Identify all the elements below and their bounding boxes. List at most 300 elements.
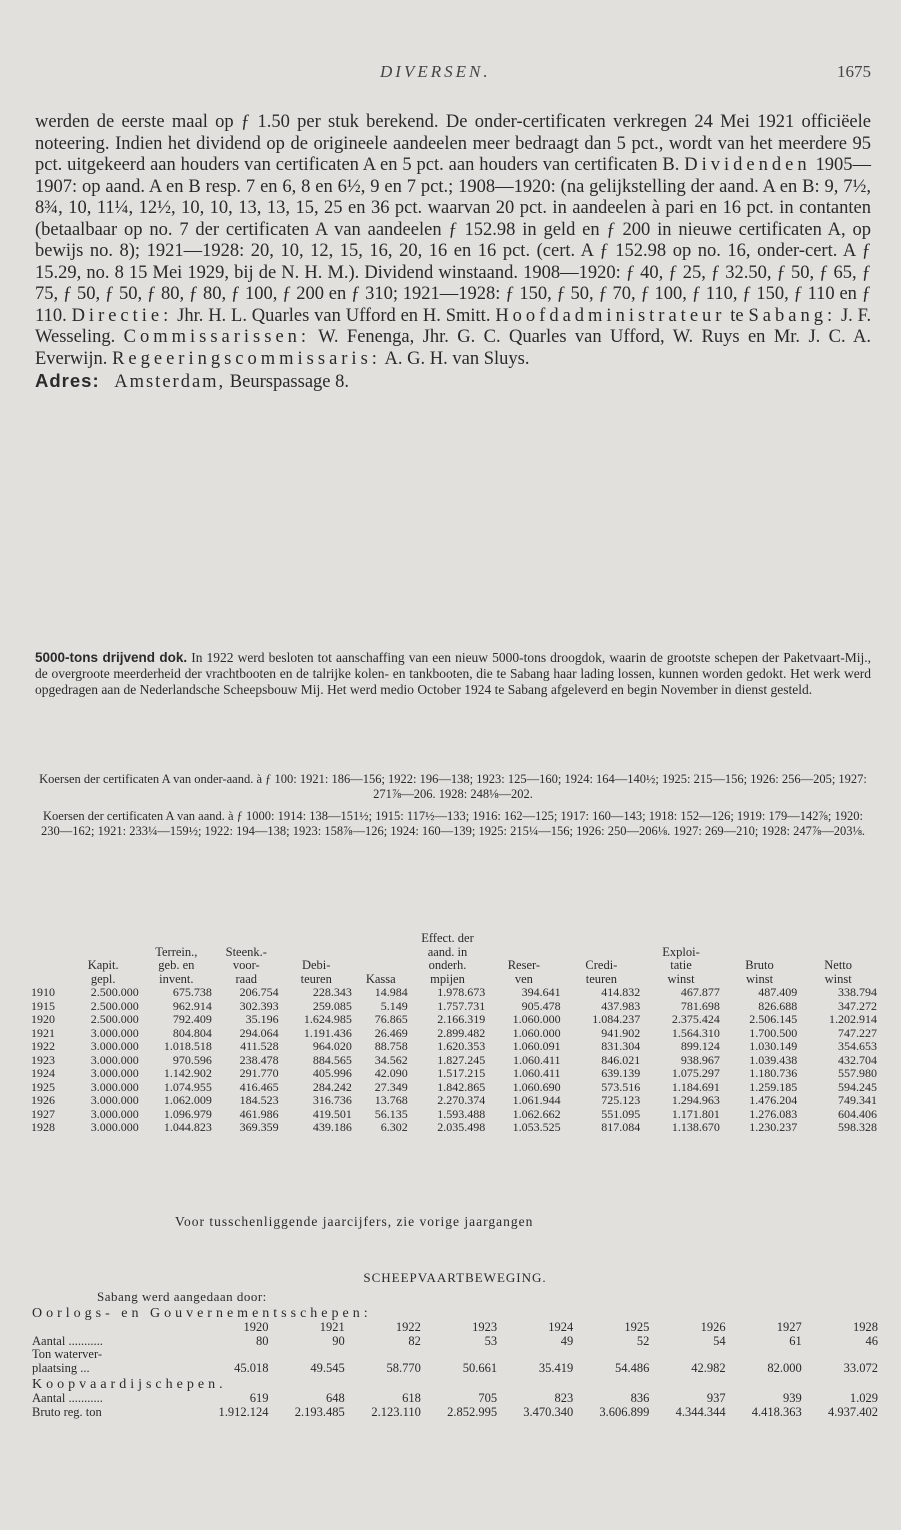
value-cell: 846.021 [601,1052,641,1067]
value-cell: 1.294.963 [671,1093,720,1107]
financial-header-cell [486,946,561,960]
value-cell: 941.902 [601,1025,641,1040]
table-row [30,1108,878,1122]
dividend-policy-text: werden de eerste maal op ƒ 1.50 per stuk berekend. De onder-certificaten verkregen 24 Mei 1921 officiëele noteering. Indien het dividend op de origineele aandeelen meer bedraagt dan 5 pct., wordt van het meerdere 95 pct. uitgekeerd aan houders van certificaten A en 5 pct. aan houders van certificaten B. [35,112,871,175]
row-label [32,1392,192,1406]
company-description [35,112,871,394]
financial-header-cell: Reser- [507,958,541,972]
value-cell: 82 [408,1333,421,1348]
value-cell: 1.593.488 [437,1106,486,1121]
value-cell: 781.698 [680,998,720,1013]
value-cell: 3.000.000 [90,1079,139,1094]
address-street: Beurspassage 8. [229,372,349,392]
financial-header-cell: Exploi- [662,944,700,959]
value-cell: 2.899.482 [437,1025,486,1040]
year-cell: 1928 [31,1120,55,1134]
value-cell: 1.620.353 [437,1039,486,1053]
value-cell: 42.982 [691,1360,726,1375]
value-cell: 551.095 [601,1106,641,1121]
financial-header-cell [30,932,67,946]
value-cell: 14.984 [374,985,408,999]
value-cell: 56.135 [374,1106,408,1121]
table-row [30,1081,878,1095]
financial-header-cell [562,932,642,946]
financial-header-cell: geb. en [158,958,195,972]
value-cell: 2.123.110 [371,1404,421,1419]
table-row [30,986,878,1000]
table-row [32,1362,878,1376]
value-cell: 884.565 [312,1052,352,1067]
address-city: Amsterdam, [114,372,226,392]
year-cell: 1926 [31,1093,55,1107]
value-cell: 2.270.374 [437,1093,486,1107]
value-cell: 1.060.411 [513,1052,561,1067]
financial-table [30,932,878,1135]
value-cell: 618 [402,1391,421,1405]
value-cell: 831.304 [601,1039,641,1053]
value-cell: 604.406 [838,1106,877,1121]
shipping-section [32,1270,878,1419]
table-row [30,1054,878,1068]
year-cell: 1927 [31,1106,55,1121]
value-cell [269,1348,345,1362]
financial-header-cell: aand. in [427,944,468,959]
value-cell: 937 [706,1391,726,1405]
year-header-cell: 1926 [700,1320,726,1334]
value-cell: 1.180.736 [749,1066,798,1080]
value-cell: 804.804 [172,1025,212,1040]
financial-header-cell [353,932,409,946]
financial-header-cell: Bruto [745,958,774,972]
value-cell: 2.166.319 [437,1012,486,1026]
year-cell: 1922 [31,1039,55,1053]
value-cell: 1.060.000 [512,1012,561,1026]
value-cell: 411.528 [240,1039,279,1053]
financial-header-cell: Debi- [301,958,331,972]
value-cell: 1.912.124 [218,1404,269,1419]
value-cell: 487.409 [758,985,798,999]
value-cell [649,1348,725,1362]
value-cell: 749.341 [838,1093,877,1107]
row-label-text: Bruto reg. ton [32,1404,102,1419]
value-cell: 58.770 [386,1360,421,1375]
value-cell: 354.653 [838,1039,877,1053]
financial-header-cell [641,932,721,946]
financial-header-cell: Effect. der [421,931,474,945]
value-cell: 46 [865,1333,878,1348]
value-cell: 598.328 [838,1120,877,1134]
directie-label: Directie: [71,305,173,326]
financial-header-cell [213,932,280,946]
hoofdadministrateur-te: te [730,305,744,326]
year-cell: 1920 [31,1012,55,1026]
value-cell: 432.704 [838,1052,877,1067]
financial-header-cell: teuren [300,971,332,986]
financial-header-row [30,973,878,987]
value-cell: 3.606.899 [599,1404,650,1419]
value-cell: 414.832 [601,985,641,999]
value-cell: 1.624.985 [303,1012,352,1026]
address-line [35,370,871,394]
year-header-cell: 1927 [776,1320,802,1334]
value-cell: 338.794 [838,985,877,999]
value-cell: 467.877 [680,985,720,999]
value-cell: 206.754 [239,985,279,999]
value-cell: 2.852.995 [447,1404,498,1419]
value-cell: 1.259.185 [749,1079,798,1094]
sabang-label: Sabang: [748,305,837,326]
financial-table-wrapper [30,932,878,1135]
value-cell: 54 [713,1333,726,1348]
value-cell: 1.827.245 [437,1052,486,1067]
value-cell: 725.123 [601,1093,641,1107]
navy-ships-heading: Oorlogs- en Gouvernementsschepen: [32,1306,372,1321]
year-cell: 1923 [31,1052,55,1067]
financial-header-cell: gepl. [90,971,116,986]
year-header-cell: 1925 [624,1320,650,1334]
value-cell: 939 [783,1391,802,1405]
financial-header-cell [280,946,353,960]
page-number: 1675 [837,62,871,81]
hoofdadministrateur-label: Hoofdadministrateur [495,305,726,326]
year-header-cell: 1922 [395,1320,421,1334]
row-label [32,1348,192,1362]
value-cell: 1.517.215 [437,1066,486,1080]
value-cell: 2.500.000 [90,985,139,999]
commissarissen-text: W. Fenenga, Jhr. G. C. Quarles van Ufford, W. Ruys en Mr. J. C. A. Everwijn. [35,327,872,369]
merchant-ships-body [32,1392,878,1419]
financial-header-cell: Kassa [365,971,396,986]
directie-text: Jhr. H. L. Quarles van Ufford en H. Smitt. [177,305,491,326]
value-cell [802,1348,878,1362]
value-cell: 1.060.000 [512,1025,561,1040]
value-cell: 1.060.411 [513,1066,561,1080]
table-row [32,1392,878,1406]
financial-header-cell: ven [514,971,533,986]
year-cell: 1925 [31,1079,55,1094]
row-label-text: Aantal [32,1333,66,1348]
value-cell: 1.476.204 [749,1093,798,1107]
value-cell: 1.757.731 [437,998,486,1013]
financial-header-cell: winst [746,971,774,986]
financial-header-cell [562,946,642,960]
regeeringscommissaris-text: A. G. H. van Sluys. [384,348,530,369]
value-cell: 1.075.297 [671,1066,720,1080]
value-cell: 899.124 [680,1039,720,1053]
shipping-intro: Sabang werd aangedaan door: [97,1289,267,1304]
value-cell: 54.486 [615,1360,650,1375]
drydock-paragraph [35,650,871,698]
year-header-cell: 1921 [319,1320,345,1334]
value-cell: 302.393 [239,998,279,1013]
financial-header-row [30,946,878,960]
value-cell: 35.196 [245,1012,279,1026]
row-label-text: Ton waterver- [32,1347,103,1361]
value-cell: 826.688 [758,998,798,1013]
table-row [32,1406,878,1420]
shipping-title: SCHEEPVAARTBEWEGING. [363,1270,547,1285]
value-cell: 347.272 [838,998,877,1013]
value-cell: 13.768 [374,1093,408,1107]
value-cell: 1.564.310 [671,1025,720,1040]
value-cell: 1.030.149 [749,1039,798,1053]
year-header-cell: 1924 [548,1320,574,1334]
financial-header-cell [280,932,353,946]
value-cell: 1.060.091 [512,1039,561,1053]
value-cell: 5.149 [380,998,408,1013]
value-cell: 1.184.691 [671,1079,720,1094]
value-cell: 1.842.865 [437,1079,486,1094]
value-cell: 573.516 [601,1079,641,1094]
value-cell: 2.500.000 [90,1012,139,1026]
value-cell: 50.661 [462,1360,498,1375]
prices-onder-aandeelen: Koersen der certificaten A van onder-aand. à ƒ 100: 1921: 186—156; 1922: 196—138; 1923: 125—160; 1924: 164—140½; 1925: 215—156; 1926: 256—205; 1927: 271⅞—206. 1928: 248⅛—202. [39,772,867,801]
value-cell: 557.980 [838,1066,877,1080]
value-cell: 817.084 [601,1120,641,1134]
value-cell: 1.138.670 [671,1120,720,1134]
value-cell [345,1348,421,1362]
financial-header-cell [30,946,67,960]
row-label-leader: ........... [65,1391,103,1405]
value-cell: 80 [256,1333,269,1348]
value-cell: 4.418.363 [751,1404,802,1419]
financial-header-cell [30,959,67,973]
year-cell: 1910 [31,985,55,999]
value-cell: 3.000.000 [90,1093,139,1107]
table-row [32,1348,878,1362]
value-cell: 49 [560,1333,574,1348]
year-header-row [32,1321,878,1335]
value-cell: 792.409 [172,1012,212,1026]
value-cell: 1.062.009 [163,1093,212,1107]
value-cell: 964.020 [312,1039,352,1053]
financial-header-cell [353,959,409,973]
financial-header-cell: voor- [232,958,260,972]
value-cell: 316.736 [312,1093,352,1107]
value-cell: 291.770 [239,1066,279,1080]
value-cell: 2.035.498 [437,1120,486,1134]
value-cell: 747.227 [838,1025,877,1040]
financial-header-cell [67,932,140,946]
value-cell: 1.060.690 [512,1079,561,1094]
table-row [30,1094,878,1108]
value-cell: 6.302 [380,1120,408,1134]
value-cell: 1.700.500 [749,1025,798,1040]
row-label-text: plaatsing [32,1360,78,1375]
value-cell [726,1348,802,1362]
navy-ships-body [32,1335,878,1376]
value-cell: 1.230.237 [749,1120,798,1134]
value-cell: 2.375.424 [671,1012,720,1026]
financial-header-row [30,932,878,946]
value-cell: 53 [484,1333,498,1348]
navy-ships-table [32,1321,878,1375]
table-row [30,1000,878,1014]
value-cell: 4.344.344 [675,1404,726,1419]
financial-header-cell: Kapit. [87,958,119,972]
value-cell: 1.096.979 [163,1106,212,1121]
value-cell: 33.072 [843,1360,878,1375]
value-cell: 1.053.525 [512,1120,561,1134]
value-cell: 88.758 [374,1039,408,1053]
value-cell: 962.914 [172,998,212,1013]
financial-header-cell [721,946,798,960]
address-label: Adres: [35,370,100,391]
financial-header-cell [798,946,878,960]
value-cell: 4.937.402 [828,1404,878,1419]
table-row [30,1121,878,1135]
financial-header-cell: mpijen [430,971,465,986]
value-cell: 1.084.237 [592,1012,641,1026]
value-cell: 639.139 [601,1066,641,1080]
financial-header-cell: onderh. [428,958,467,972]
value-cell: 1.062.662 [512,1106,561,1121]
merchant-ships-heading: Koopvaardijschepen. [32,1377,227,1392]
drydock-section [35,650,871,698]
table-row [32,1335,878,1349]
value-cell [497,1348,573,1362]
value-cell: 1.044.823 [163,1120,212,1134]
row-label-leader: ........... [65,1333,103,1348]
share-prices-section [35,772,871,846]
value-cell: 705 [478,1391,498,1405]
value-cell: 3.000.000 [90,1120,139,1134]
value-cell: 938.967 [680,1052,720,1067]
drydock-text: In 1922 werd besloten tot aanschaffing van een nieuw 5000-tons droogdok, waarin de grootste schepen der Paketvaart-Mij., de overgroote meerderheid der vrachtbooten en de talrijke kolen- en tankbooten, die te Sabang haar lading lossen, kunnen worden gedokt. Het werk werd opgedragen aan de Nederlandsche Scheepsbouw Mij. Het werd medio October 1924 te Sabang afgeleverd en begin November in dienst gesteld. [35,650,872,697]
value-cell: 42.090 [374,1066,408,1080]
row-label-leader: ... [77,1360,90,1375]
dividenden-text: 1905—1907: op aand. A en B resp. 7 en 6, 8 en 6½, 9 en 7 pct.; 1908—1920: (na gelijkstelling der aand. A en B: 9, 7½, 8¾, 10, 11¼, 12½, 10, 10, 13, 13, 15, 25 en 36 pct. waarvan 20 pct. in aandeelen à pari en 16 pct. in contanten (betaalbaar op no. 7 der certificaten A van aandeelen ƒ 152.98 in geld en ƒ 200 in nieuwe certificaten A, op bewijs no. 8); 1921—1928: 20, 10, 12, 15, 16, 20, 16 en 16 pct. (cert. A ƒ 152.98 op no. 16, onder-cert. A ƒ 15.29, no. 8 15 Mei 1929, bij de N. H. M.). Dividend winstaand. 1908—1920: ƒ 40, ƒ 25, ƒ 32.50, ƒ 50, ƒ 65, ƒ 75, ƒ 50, ƒ 50, ƒ 80, ƒ 80, ƒ 100, ƒ 200 en ƒ 310; 1921—1928: ƒ 150, ƒ 50, ƒ 70, ƒ 100, ƒ 110, ƒ 150, ƒ 110 en ƒ 110. [35,155,872,326]
value-cell: 3.000.000 [90,1106,139,1121]
value-cell: 1.276.083 [749,1106,798,1121]
running-title: DIVERSEN. [380,62,491,81]
year-header-cell: 1928 [853,1320,878,1334]
value-cell: 836 [630,1391,650,1405]
row-label [32,1335,192,1349]
value-cell: 1.039.438 [749,1052,798,1067]
value-cell: 61 [789,1333,802,1348]
value-cell: 76.865 [374,1012,408,1026]
financial-table-header [30,932,878,986]
value-cell: 34.562 [374,1052,408,1067]
year-cell: 1915 [31,998,55,1013]
page-header [0,62,901,86]
value-cell: 1.061.944 [512,1093,561,1107]
financial-header-cell: Steenk.- [225,944,267,959]
value-cell: 394.641 [521,985,561,999]
value-cell: 1.171.801 [671,1106,720,1121]
financial-header-cell: winst [824,971,852,986]
value-cell: 3.000.000 [90,1025,139,1040]
value-cell: 619 [249,1391,269,1405]
value-cell: 284.242 [312,1079,352,1094]
value-cell: 416.465 [239,1079,279,1094]
financial-header-cell: Terrein., [155,944,198,959]
value-cell: 49.545 [310,1360,345,1375]
financial-header-cell [140,932,213,946]
financial-table-body [30,986,878,1135]
value-cell: 594.245 [838,1079,877,1094]
value-cell: 2.193.485 [294,1404,345,1419]
dividenden-label: Dividenden [684,155,811,175]
financial-header-cell: Credi- [585,958,618,972]
year-header-cell: 1920 [243,1320,269,1334]
value-cell: 970.596 [172,1052,212,1067]
value-cell: 2.506.145 [749,1012,798,1026]
table-row [30,1013,878,1027]
value-cell: 3.000.000 [90,1039,139,1053]
row-label-text: Aantal [32,1391,66,1405]
value-cell [192,1348,268,1362]
prices-aandeelen: Koersen der certificaten A van aand. à ƒ 1000: 1914: 138—151½; 1915: 117½—133; 1916: 162—125; 1917: 160—143; 1918: 152—126; 1919: 179—142⅞; 1920: 230—162; 1921: 233¼—159½; 1922: 194—138; 1923: 158⅞—126; 1924: 160—139; 1925: 215¼—156; 1926: 250—206⅛. 1927: 269—210; 1928: 247⅞—203⅛. [41,809,865,838]
year-header-cell: 1923 [472,1320,498,1334]
value-cell: 369.359 [239,1120,279,1134]
value-cell [421,1348,497,1362]
value-cell: 405.996 [312,1066,352,1080]
intermediate-years-note: Voor tusschenliggende jaarcijfers, zie vorige jaargangen [175,1214,534,1229]
year-cell: 1924 [31,1066,55,1080]
value-cell: 461.986 [239,1106,279,1121]
hoofdadministrateur-name: J. F. Wesseling. [35,305,872,347]
financial-header-cell [798,932,878,946]
value-cell: 90 [332,1333,345,1348]
value-cell: 1.074.955 [163,1079,212,1094]
value-cell: 52 [636,1333,650,1348]
table-row [30,1027,878,1041]
value-cell: 1.191.436 [303,1025,352,1040]
value-cell: 82.000 [767,1360,802,1375]
row-label [32,1362,192,1376]
value-cell: 1.202.914 [829,1012,877,1026]
description-paragraph [35,112,871,370]
value-cell: 184.523 [239,1093,279,1107]
value-cell: 259.085 [312,998,352,1013]
table-row [30,1040,878,1054]
financial-header-cell [30,973,67,987]
value-cell: 437.983 [601,998,641,1013]
financial-header-cell: teuren [585,971,617,986]
value-cell: 238.478 [239,1052,279,1067]
value-cell: 1.142.902 [163,1066,212,1080]
value-cell: 228.343 [312,985,352,999]
value-cell: 3.000.000 [90,1052,139,1067]
value-cell: 3.470.340 [523,1404,574,1419]
value-cell: 905.478 [521,998,561,1013]
financial-header-cell [486,932,561,946]
value-cell: 675.738 [172,985,212,999]
financial-header-cell [353,946,409,960]
commissarissen-label: Commissarissen: [123,327,311,347]
regeeringscommissaris-label: Regeeringscommissaris: [112,348,381,369]
value-cell: 2.500.000 [90,998,139,1013]
value-cell: 35.419 [538,1360,574,1375]
value-cell: 1.978.673 [437,985,486,999]
financial-header-cell [67,946,140,960]
value-cell: 294.064 [239,1025,279,1040]
financial-header-cell: winst [667,971,695,986]
table-row [30,1067,878,1081]
financial-header-cell: Netto [824,958,853,972]
value-cell: 439.186 [312,1120,352,1134]
year-header-blank [32,1321,192,1335]
value-cell: 45.018 [234,1360,269,1375]
financial-header-cell: raad [235,971,258,986]
value-cell [573,1348,649,1362]
value-cell: 26.469 [374,1025,408,1040]
financial-header-cell: invent. [159,971,194,986]
value-cell: 27.349 [374,1079,408,1094]
year-cell: 1921 [31,1025,55,1040]
